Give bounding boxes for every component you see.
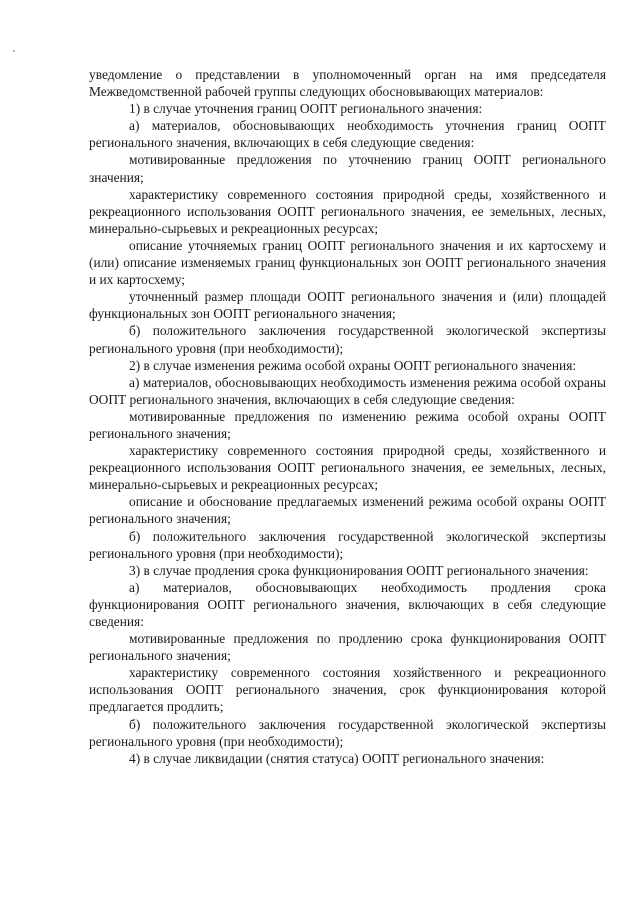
paragraph-item-2b: б) положительного заключения государственной экологической экспертизы регионального уровня (при необходимости); <box>89 528 606 561</box>
paragraph-item-1a-characteristics: характеристику современного состояния природной среды, хозяйственного и рекреационного использования ООПТ регионального значения, ее земельных, лесных, минерально-сырьевых и рекреационных ресурсах; <box>89 186 606 236</box>
paragraph-item-3a-proposals: мотивированные предложения по продлению срока функционирования ООПТ регионального значения; <box>89 631 606 664</box>
paragraph-notification: уведомление о представлении в уполномоченный орган на имя председателя Межведомственной рабочей группы следующих обосновывающих материалов: <box>89 67 606 100</box>
paragraph-item-3b: б) положительного заключения государственной экологической экспертизы регионального уровня (при необходимости); <box>89 716 606 749</box>
paragraph-item-3a: а) материалов, обосновывающих необходимость продления срока функционирования ООПТ регионального значения, включающих в себя следующие сведения: <box>89 579 606 629</box>
paragraph-item-2a: а) материалов, обосновывающих необходимость изменения режима особой охраны ООПТ регионального значения, включающих в себя следующие сведения: <box>89 374 606 407</box>
paragraph-item-2a-changes: описание и обоснование предлагаемых изменений режима особой охраны ООПТ регионального значения; <box>89 494 606 527</box>
scan-speck <box>13 50 15 52</box>
paragraph-item-1a-area: уточненный размер площади ООПТ регионального значения и (или) площадей функциональных зон ООПТ регионального значения; <box>89 289 606 322</box>
paragraph-item-1a-proposals: мотивированные предложения по уточнению границ ООПТ регионального значения; <box>89 152 606 185</box>
paragraph-item-1a: а) материалов, обосновывающих необходимость уточнения границ ООПТ регионального значения, включающих в себя следующие сведения: <box>89 118 606 151</box>
paragraph-item-1b: б) положительного заключения государственной экологической экспертизы регионального уровня (при необходимости); <box>89 323 606 356</box>
paragraph-item-2a-characteristics: характеристику современного состояния природной среды, хозяйственного и рекреационного использования ООПТ регионального значения, ее земельных, лесных, минерально-сырьевых и рекреационных ресурсах; <box>89 443 606 493</box>
document-page <box>89 66 606 767</box>
paragraph-item-3-heading: 3) в случае продления срока функционирования ООПТ регионального значения: <box>129 562 589 578</box>
paragraph-item-4-heading: 4) в случае ликвидации (снятия статуса) ООПТ регионального значения: <box>129 750 545 766</box>
paragraph-item-2a-proposals: мотивированные предложения по изменению режима особой охраны ООПТ регионального значения; <box>89 408 606 441</box>
paragraph-item-1-heading: 1) в случае уточнения границ ООПТ регионального значения: <box>129 101 483 117</box>
paragraph-item-3a-characteristics: характеристику современного состояния хозяйственного и рекреационного использования ООПТ регионального значения, срок функционирования которой предлагается продлить; <box>89 665 606 715</box>
paragraph-item-1a-boundaries: описание уточняемых границ ООПТ регионального значения и их картосхему и (или) описание изменяемых границ функциональных зон ООПТ регионального значения и их картосхему; <box>89 237 606 288</box>
paragraph-item-2-heading: 2) в случае изменения режима особой охраны ООПТ регионального значения: <box>129 357 577 373</box>
